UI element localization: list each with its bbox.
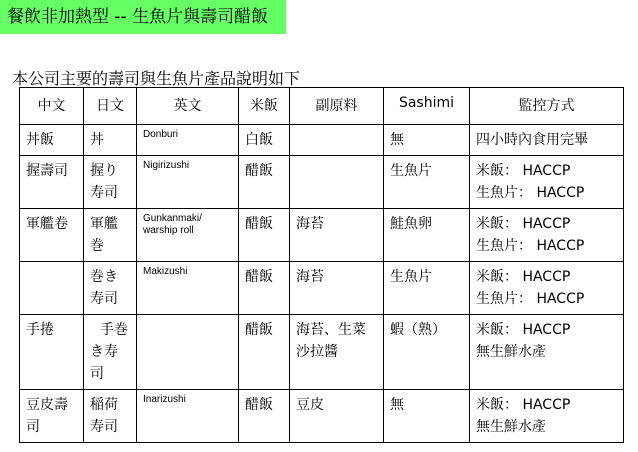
cell-control: 米飯： HACCP 生魚片： HACCP	[470, 156, 624, 209]
header-english: 英文	[137, 88, 239, 125]
header-control: 監控方式	[470, 88, 624, 125]
cell-en	[137, 315, 239, 390]
cell-sashimi: 蝦（熟）	[384, 315, 470, 390]
header-sashimi: Sashimi	[384, 88, 470, 125]
header-chinese: 中文	[20, 88, 84, 125]
product-table	[19, 87, 624, 443]
cell-control: 米飯： HACCP 生魚片： HACCP	[470, 262, 624, 315]
cell-control: 四小時內食用完畢	[470, 125, 624, 156]
cell-ingredients: 海苔	[290, 209, 384, 262]
cell-rice: 醋飯	[239, 156, 290, 209]
cell-zh	[20, 262, 84, 315]
header-rice: 米飯	[239, 88, 290, 125]
table-row	[20, 156, 624, 209]
cell-ingredients	[290, 156, 384, 209]
cell-zh: 握壽司	[20, 156, 84, 209]
cell-ingredients: 豆皮	[290, 390, 384, 443]
section-heading: 本公司主要的壽司與生魚片產品說明如下	[12, 69, 301, 88]
cell-sashimi: 無	[384, 390, 470, 443]
cell-rice: 醋飯	[239, 390, 290, 443]
cell-ingredients: 海苔、生菜 沙拉醬	[290, 315, 384, 390]
cell-ingredients	[290, 125, 384, 156]
header-japanese: 日文	[84, 88, 137, 125]
cell-control: 米飯： HACCP 無生鮮水產	[470, 315, 624, 390]
table-row	[20, 262, 624, 315]
cell-en: Makizushi	[137, 262, 239, 315]
cell-ja: 稲荷 寿司	[84, 390, 137, 443]
cell-en: Inarizushi	[137, 390, 239, 443]
table-row	[20, 390, 624, 443]
cell-en: Donburi	[137, 125, 239, 156]
cell-sashimi: 生魚片	[384, 156, 470, 209]
cell-sashimi: 生魚片	[384, 262, 470, 315]
cell-rice: 醋飯	[239, 209, 290, 262]
cell-zh: 丼飯	[20, 125, 84, 156]
cell-zh: 手捲	[20, 315, 84, 390]
cell-en: Nigirizushi	[137, 156, 239, 209]
table-row	[20, 125, 624, 156]
cell-control: 米飯： HACCP 無生鮮水產	[470, 390, 624, 443]
table-row	[20, 315, 624, 390]
cell-sashimi: 鮭魚卵	[384, 209, 470, 262]
cell-sashimi: 無	[384, 125, 470, 156]
cell-ja: 手巻 き寿 司	[84, 315, 137, 390]
cell-control: 米飯： HACCP 生魚片： HACCP	[470, 209, 624, 262]
cell-ingredients: 海苔	[290, 262, 384, 315]
page-title: 餐飲非加熱型 -- 生魚片與壽司醋飯	[0, 0, 286, 34]
cell-ja: 丼	[84, 125, 137, 156]
cell-ja: 軍艦 巻	[84, 209, 137, 262]
cell-en: Gunkanmaki/ warship roll	[137, 209, 239, 262]
cell-ja: 握り 寿司	[84, 156, 137, 209]
header-row	[20, 88, 624, 125]
header-ingredients: 副原料	[290, 88, 384, 125]
cell-rice: 白飯	[239, 125, 290, 156]
cell-zh: 豆皮壽 司	[20, 390, 84, 443]
cell-rice: 醋飯	[239, 315, 290, 390]
cell-ja: 巻き 寿司	[84, 262, 137, 315]
table-row	[20, 209, 624, 262]
cell-zh: 軍艦卷	[20, 209, 84, 262]
cell-rice: 醋飯	[239, 262, 290, 315]
